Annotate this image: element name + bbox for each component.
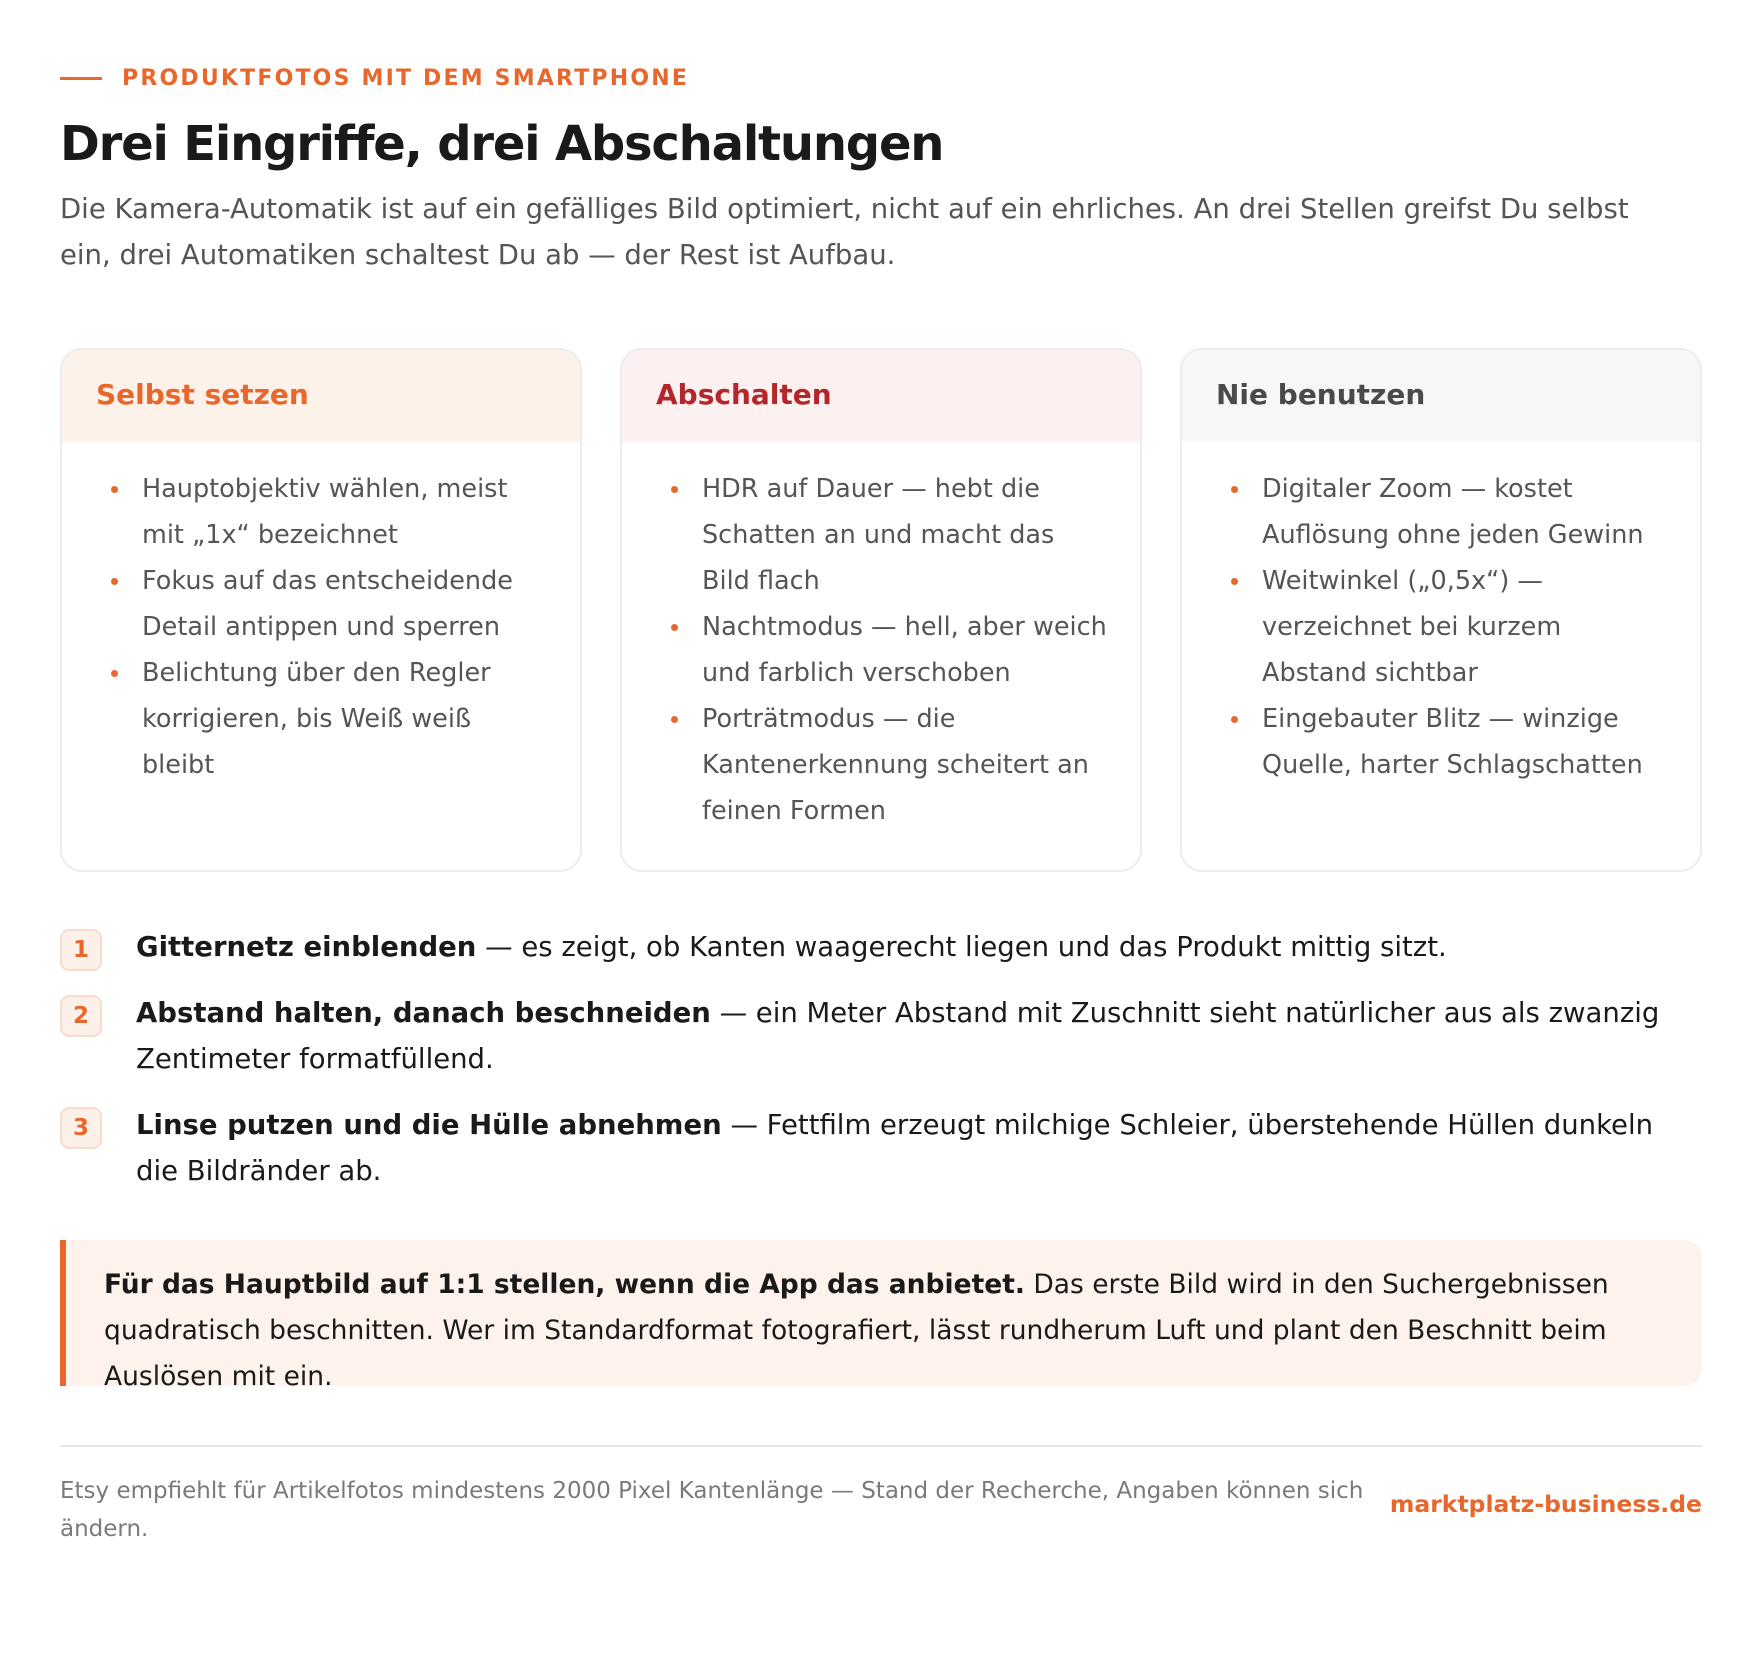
callout-heading: Für das Hauptbild auf 1:1 stellen, wenn die App das anbietet. bbox=[104, 1269, 1025, 1300]
bullet-dot-icon bbox=[111, 670, 118, 677]
step-number-badge: 3 bbox=[60, 1107, 102, 1149]
callout-text: Das erste Bild wird in den Suchergebnissen quadratisch beschnitten. Wer im Standardformat fotografiert, lässt rundherum Luft und plant den Beschnitt beim Auslösen mit ein. bbox=[104, 1269, 1609, 1392]
list-item bbox=[662, 696, 1110, 834]
list-item bbox=[662, 466, 1110, 604]
card-nie-benutzen bbox=[1180, 348, 1702, 872]
step-item bbox=[60, 924, 1702, 970]
list-item bbox=[102, 650, 550, 788]
lead-paragraph: Die Kamera-Automatik ist auf ein gefälliges Bild optimiert, nicht auf ein ehrliches. An drei Stellen greifst Du selbst ein, drei Automatiken schaltest Du ab — der Rest ist Aufbau. bbox=[60, 193, 1629, 271]
card-body bbox=[1182, 442, 1700, 788]
step-text: — ein Meter Abstand mit Zuschnitt sieht natürlicher aus als zwanzig Zentimeter formatfüllend. bbox=[136, 997, 1660, 1075]
footer-brand: marktplatz-business.de bbox=[1389, 1490, 1702, 1518]
list-item-text: Digitaler Zoom — kostet Auflösung ohne jeden Gewinn bbox=[1262, 474, 1644, 550]
page-title: Drei Eingriffe, drei Abschaltungen bbox=[60, 116, 944, 172]
card-title: Abschalten bbox=[622, 350, 1140, 442]
step-item bbox=[60, 1102, 1702, 1194]
bullet-dot-icon bbox=[671, 716, 678, 723]
card-selbst-setzen bbox=[60, 348, 582, 872]
bullet-dot-icon bbox=[111, 486, 118, 493]
list-item bbox=[662, 604, 1110, 696]
bullet-dot-icon bbox=[671, 624, 678, 631]
card-title: Selbst setzen bbox=[62, 350, 580, 442]
list-item-text: Belichtung über den Regler korrigieren, bis Weiß weiß bleibt bbox=[142, 658, 491, 780]
step-text: — Fettfilm erzeugt milchige Schleier, überstehende Hüllen dunkeln die Bildränder ab. bbox=[136, 1109, 1654, 1187]
list-item-text: Porträtmodus — die Kantenerkennung scheitert an feinen Formen bbox=[702, 704, 1089, 826]
step-number-badge: 1 bbox=[60, 929, 102, 971]
list-item-text: HDR auf Dauer — hebt die Schatten an und macht das Bild flach bbox=[702, 474, 1055, 596]
footer-note: Etsy empfiehlt für Artikelfotos mindestens 2000 Pixel Kantenlänge — Stand der Recherche, Angaben können sich ändern. bbox=[60, 1478, 1364, 1542]
list-item bbox=[102, 466, 550, 558]
step-heading: Abstand halten, danach beschneiden bbox=[136, 997, 711, 1029]
list-item-text: Hauptobjektiv wählen, meist mit „1x“ bezeichnet bbox=[142, 474, 508, 550]
step-heading: Gitternetz einblenden bbox=[136, 931, 477, 963]
list-item bbox=[1222, 558, 1670, 696]
eyebrow-text: PRODUKTFOTOS MIT DEM SMARTPHONE bbox=[122, 65, 690, 91]
bullet-dot-icon bbox=[1231, 486, 1238, 493]
bullet-dot-icon bbox=[671, 486, 678, 493]
eyebrow bbox=[60, 62, 1702, 94]
card-body bbox=[622, 442, 1140, 834]
tip-callout bbox=[60, 1240, 1702, 1392]
step-item bbox=[60, 990, 1702, 1082]
steps-list bbox=[60, 924, 1702, 1214]
bullet-list bbox=[662, 466, 1110, 834]
bullet-list bbox=[1222, 466, 1670, 788]
list-item bbox=[102, 558, 550, 650]
step-number-badge: 2 bbox=[60, 995, 102, 1037]
step-text: — es zeigt, ob Kanten waagerecht liegen und das Produkt mittig sitzt. bbox=[476, 931, 1447, 963]
bullet-dot-icon bbox=[111, 578, 118, 585]
list-item-text: Eingebauter Blitz — winzige Quelle, harter Schlagschatten bbox=[1262, 704, 1643, 780]
list-item bbox=[1222, 466, 1670, 558]
page bbox=[60, 62, 1702, 1542]
list-item bbox=[1222, 696, 1670, 788]
list-item-text: Fokus auf das entscheidende Detail antippen und sperren bbox=[142, 566, 513, 642]
bullet-list bbox=[102, 466, 550, 788]
bullet-dot-icon bbox=[1231, 716, 1238, 723]
card-title: Nie benutzen bbox=[1182, 350, 1700, 442]
cards-row bbox=[60, 348, 1702, 872]
card-abschalten bbox=[620, 348, 1142, 872]
bullet-dot-icon bbox=[1231, 578, 1238, 585]
list-item-text: Weitwinkel („0,5x“) — verzeichnet bei kurzem Abstand sichtbar bbox=[1262, 566, 1562, 688]
list-item-text: Nachtmodus — hell, aber weich und farblich verschoben bbox=[702, 612, 1107, 688]
step-heading: Linse putzen und die Hülle abnehmen bbox=[136, 1109, 722, 1141]
card-body bbox=[62, 442, 580, 788]
footer-divider bbox=[60, 1445, 1702, 1447]
eyebrow-line bbox=[60, 77, 102, 80]
